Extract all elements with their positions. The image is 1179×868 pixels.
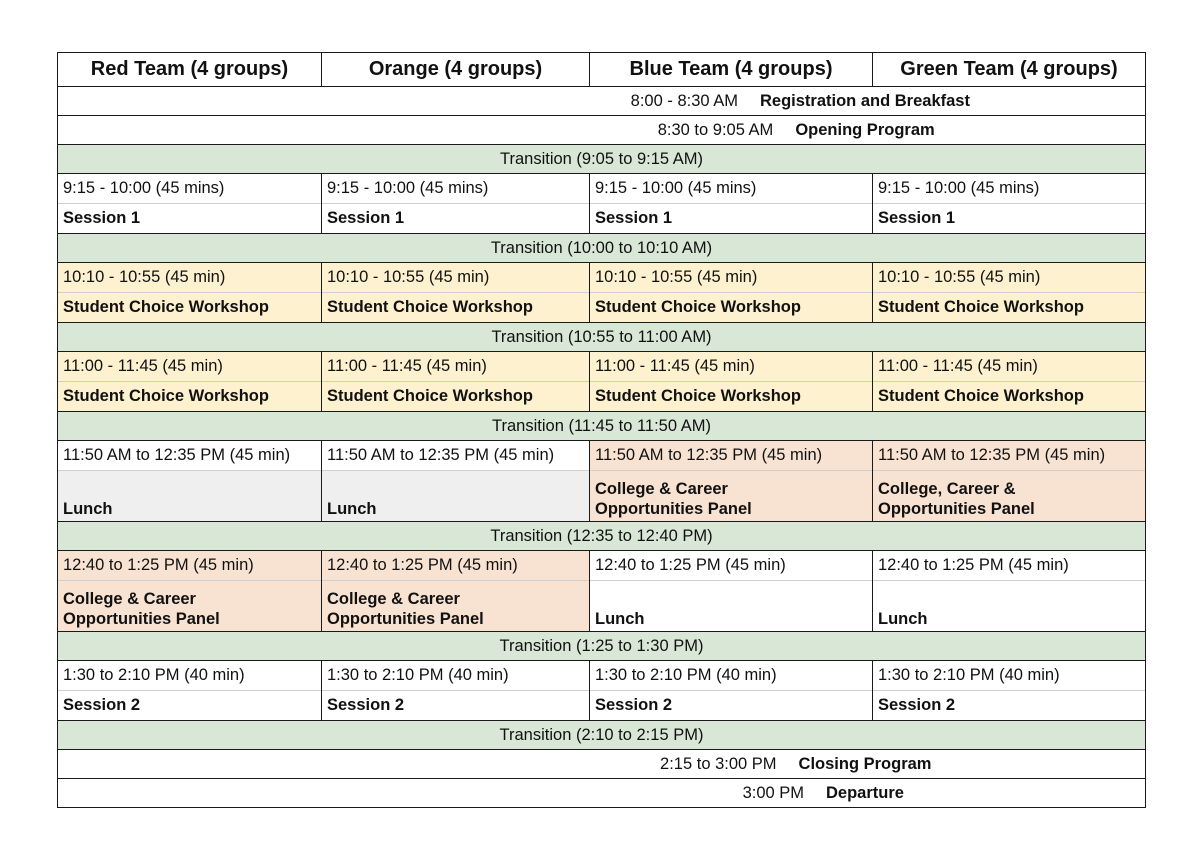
cell-label: Session 2 <box>595 696 673 714</box>
cell-time: 12:40 to 1:25 PM (45 min) <box>590 551 872 581</box>
cell-label: Session 2 <box>327 696 405 714</box>
schedule-cell <box>58 263 322 323</box>
transition-row <box>58 721 1146 750</box>
transition-row <box>58 323 1146 352</box>
cell-time: 9:15 - 10:00 (45 mins) <box>873 174 1145 204</box>
schedule-cell <box>590 661 873 721</box>
cell-time: 11:50 AM to 12:35 PM (45 min) <box>322 441 589 471</box>
lunch-panel-b-row <box>58 551 1146 632</box>
schedule-cell <box>322 263 590 323</box>
cell-label-line-2: Opportunities Panel <box>63 610 220 628</box>
cell-time: 11:00 - 11:45 (45 min) <box>873 352 1145 382</box>
cell-label: Session 1 <box>63 209 141 227</box>
cell-label: Session 2 <box>878 696 956 714</box>
cell-label-line-1: College & Career <box>327 590 460 608</box>
transition-label: Transition (9:05 to 9:15 AM) <box>58 145 1146 174</box>
transition-label: Transition (1:25 to 1:30 PM) <box>58 632 1146 661</box>
cell-time: 1:30 to 2:10 PM (40 min) <box>322 661 589 691</box>
opening-row <box>58 116 1146 145</box>
cell-label-line-1: College & Career <box>595 480 728 498</box>
transition-label: Transition (11:45 to 11:50 AM) <box>58 412 1146 441</box>
cell-time: 11:00 - 11:45 (45 min) <box>590 352 872 382</box>
departure-time: 3:00 PM <box>742 783 805 802</box>
schedule-cell <box>590 441 873 522</box>
registration-time: 8:00 - 8:30 AM <box>630 91 738 110</box>
closing-time: 2:15 to 3:00 PM <box>660 754 777 773</box>
cell-time: 1:30 to 2:10 PM (40 min) <box>58 661 321 691</box>
schedule-cell <box>58 352 322 412</box>
cell-time: 11:50 AM to 12:35 PM (45 min) <box>590 441 872 471</box>
schedule-cell <box>58 441 322 522</box>
opening-label: Opening Program <box>795 120 935 139</box>
cell-time: 12:40 to 1:25 PM (45 min) <box>873 551 1145 581</box>
schedule-cell <box>873 263 1146 323</box>
cell-time: 1:30 to 2:10 PM (40 min) <box>873 661 1145 691</box>
cell-time: 9:15 - 10:00 (45 mins) <box>322 174 589 204</box>
departure-row <box>58 779 1146 808</box>
cell-time: 1:30 to 2:10 PM (40 min) <box>590 661 872 691</box>
schedule-table <box>57 52 1146 808</box>
cell-time: 11:00 - 11:45 (45 min) <box>322 352 589 382</box>
cell-label: Student Choice Workshop <box>878 387 1084 405</box>
schedule-cell <box>322 174 590 234</box>
cell-label-line-1: College, Career & <box>878 480 1016 498</box>
cell-time: 11:00 - 11:45 (45 min) <box>58 352 321 382</box>
cell-time: 10:10 - 10:55 (45 min) <box>873 263 1145 293</box>
cell-time: 10:10 - 10:55 (45 min) <box>590 263 872 293</box>
cell-time: 10:10 - 10:55 (45 min) <box>58 263 321 293</box>
header-blue-team: Blue Team (4 groups) <box>590 53 873 87</box>
schedule-cell <box>322 551 590 632</box>
transition-row <box>58 522 1146 551</box>
schedule-cell <box>590 174 873 234</box>
cell-label: Session 1 <box>595 209 673 227</box>
cell-time: 9:15 - 10:00 (45 mins) <box>58 174 321 204</box>
schedule-cell <box>873 352 1146 412</box>
header-row <box>58 53 1146 87</box>
schedule-cell <box>873 661 1146 721</box>
cell-label: Student Choice Workshop <box>595 387 801 405</box>
cell-label-line-1: College & Career <box>63 590 196 608</box>
opening-time: 8:30 to 9:05 AM <box>657 120 774 139</box>
header-red-team: Red Team (4 groups) <box>58 53 322 87</box>
transition-label: Transition (10:00 to 10:10 AM) <box>58 234 1146 263</box>
schedule-cell <box>873 174 1146 234</box>
cell-label: Student Choice Workshop <box>595 298 801 316</box>
cell-label: Session 2 <box>63 696 141 714</box>
schedule-cell <box>590 352 873 412</box>
schedule-cell <box>873 551 1146 632</box>
transition-row <box>58 632 1146 661</box>
cell-label-line-2: Lunch <box>878 610 928 628</box>
cell-label: Session 1 <box>327 209 405 227</box>
session-2-row <box>58 661 1146 721</box>
workshop-1-row <box>58 263 1146 323</box>
transition-label: Transition (2:10 to 2:15 PM) <box>58 721 1146 750</box>
cell-time: 11:50 AM to 12:35 PM (45 min) <box>873 441 1145 471</box>
schedule-cell <box>58 551 322 632</box>
schedule-cell <box>590 551 873 632</box>
cell-label: Student Choice Workshop <box>878 298 1084 316</box>
cell-label-line-2: Lunch <box>63 500 113 518</box>
session-1-row <box>58 174 1146 234</box>
cell-label-line-2: Opportunities Panel <box>595 500 752 518</box>
registration-label: Registration and Breakfast <box>760 91 970 110</box>
cell-label: Student Choice Workshop <box>327 387 533 405</box>
transition-label: Transition (12:35 to 12:40 PM) <box>58 522 1146 551</box>
schedule-cell <box>322 661 590 721</box>
cell-label-line-2: Opportunities Panel <box>878 500 1035 518</box>
cell-label-line-2: Opportunities Panel <box>327 610 484 628</box>
schedule-cell <box>58 661 322 721</box>
schedule-cell <box>322 352 590 412</box>
workshop-2-row <box>58 352 1146 412</box>
schedule-cell <box>873 441 1146 522</box>
header-orange-team: Orange (4 groups) <box>322 53 590 87</box>
closing-row <box>58 750 1146 779</box>
cell-label: Student Choice Workshop <box>327 298 533 316</box>
cell-label: Student Choice Workshop <box>63 387 269 405</box>
header-green-team: Green Team (4 groups) <box>873 53 1146 87</box>
lunch-panel-a-row <box>58 441 1146 522</box>
departure-label: Departure <box>826 783 904 802</box>
cell-time: 9:15 - 10:00 (45 mins) <box>590 174 872 204</box>
cell-label-line-2: Lunch <box>327 500 377 518</box>
cell-label-line-2: Lunch <box>595 610 645 628</box>
schedule-cell <box>590 263 873 323</box>
transition-row <box>58 145 1146 174</box>
transition-row <box>58 412 1146 441</box>
schedule-cell <box>58 174 322 234</box>
closing-label: Closing Program <box>798 754 932 773</box>
transition-row <box>58 234 1146 263</box>
cell-time: 11:50 AM to 12:35 PM (45 min) <box>58 441 321 471</box>
schedule-cell <box>322 441 590 522</box>
transition-label: Transition (10:55 to 11:00 AM) <box>58 323 1146 352</box>
cell-label: Session 1 <box>878 209 956 227</box>
registration-row <box>58 87 1146 116</box>
cell-time: 12:40 to 1:25 PM (45 min) <box>58 551 321 581</box>
cell-time: 12:40 to 1:25 PM (45 min) <box>322 551 589 581</box>
cell-label: Student Choice Workshop <box>63 298 269 316</box>
cell-time: 10:10 - 10:55 (45 min) <box>322 263 589 293</box>
